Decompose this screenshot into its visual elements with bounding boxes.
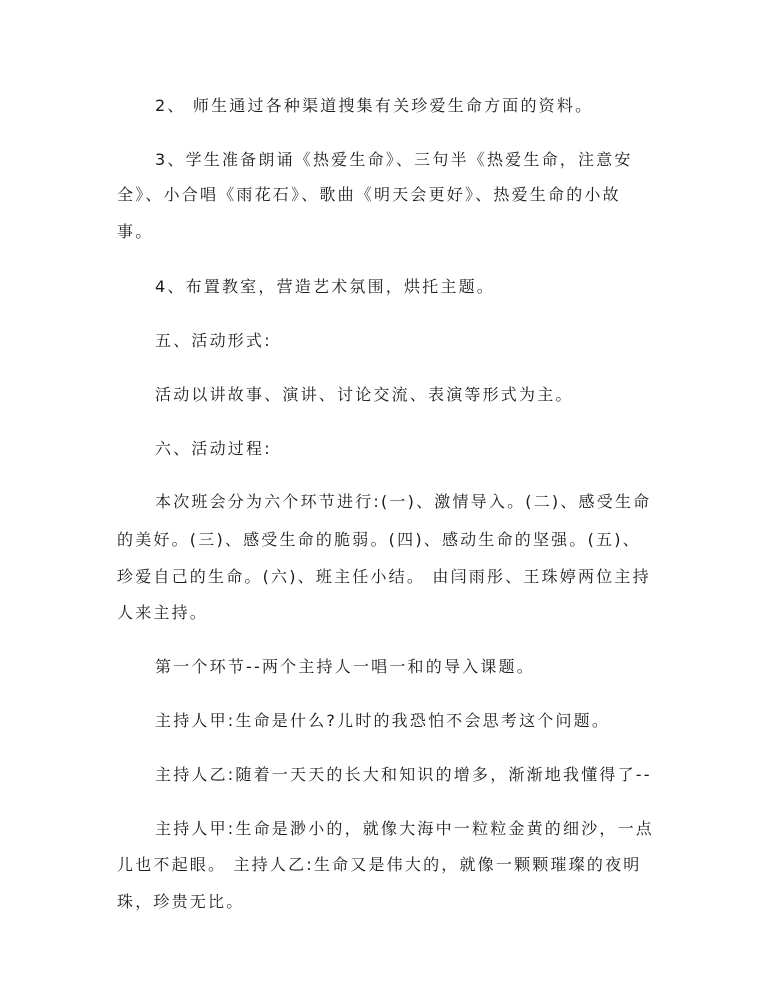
text-line: 的美好。(三)、感受生命的脆弱。(四)、感动生命的坚强。(五)、 (117, 530, 641, 549)
text-line: 主持人甲:生命是什么?儿时的我恐怕不会思考这个问题。 (155, 711, 611, 730)
text-line: 活动以讲故事、演讲、讨论交流、表演等形式为主。 (155, 385, 574, 404)
text-line: 儿也不起眼。 主持人乙:生命又是伟大的，就像一颗颗璀璨的夜明 (117, 855, 642, 874)
section-heading: 五、活动形式: (155, 331, 272, 350)
text-line: 4、布置教室，营造艺术氛围，烘托主题。 (155, 277, 495, 296)
text-line: 全》、小合唱《雨花石》、歌曲《明天会更好》、热爱生命的小故 (117, 185, 621, 204)
section-heading: 六、活动过程: (155, 439, 272, 458)
text-line: 人来主持。 (117, 603, 209, 622)
text-line: 第一个环节--两个主持人一唱一和的导入课题。 (155, 657, 535, 676)
text-line: 本次班会分为六个环节进行:(一)、激情导入。(二)、感受生命 (155, 492, 652, 511)
text-line: 珠，珍贵无比。 (117, 892, 245, 911)
text-line: 主持人甲:生命是渺小的，就像大海中一粒粒金黄的细沙，一点 (155, 819, 654, 838)
text-line: 主持人乙:随着一天天的长大和知识的增多，渐渐地我懂得了-- (155, 765, 652, 784)
text-line: 3、学生准备朗诵《热爱生命》、三句半《热爱生命，注意安 (155, 150, 633, 169)
text-line: 珍爱自己的生命。(六)、班主任小结。 由闫雨彤、王珠婷两位主持 (117, 567, 651, 586)
text-line: 2、 师生通过各种渠道搜集有关珍爱生命方面的资料。 (155, 96, 594, 115)
text-line: 事。 (117, 222, 154, 241)
